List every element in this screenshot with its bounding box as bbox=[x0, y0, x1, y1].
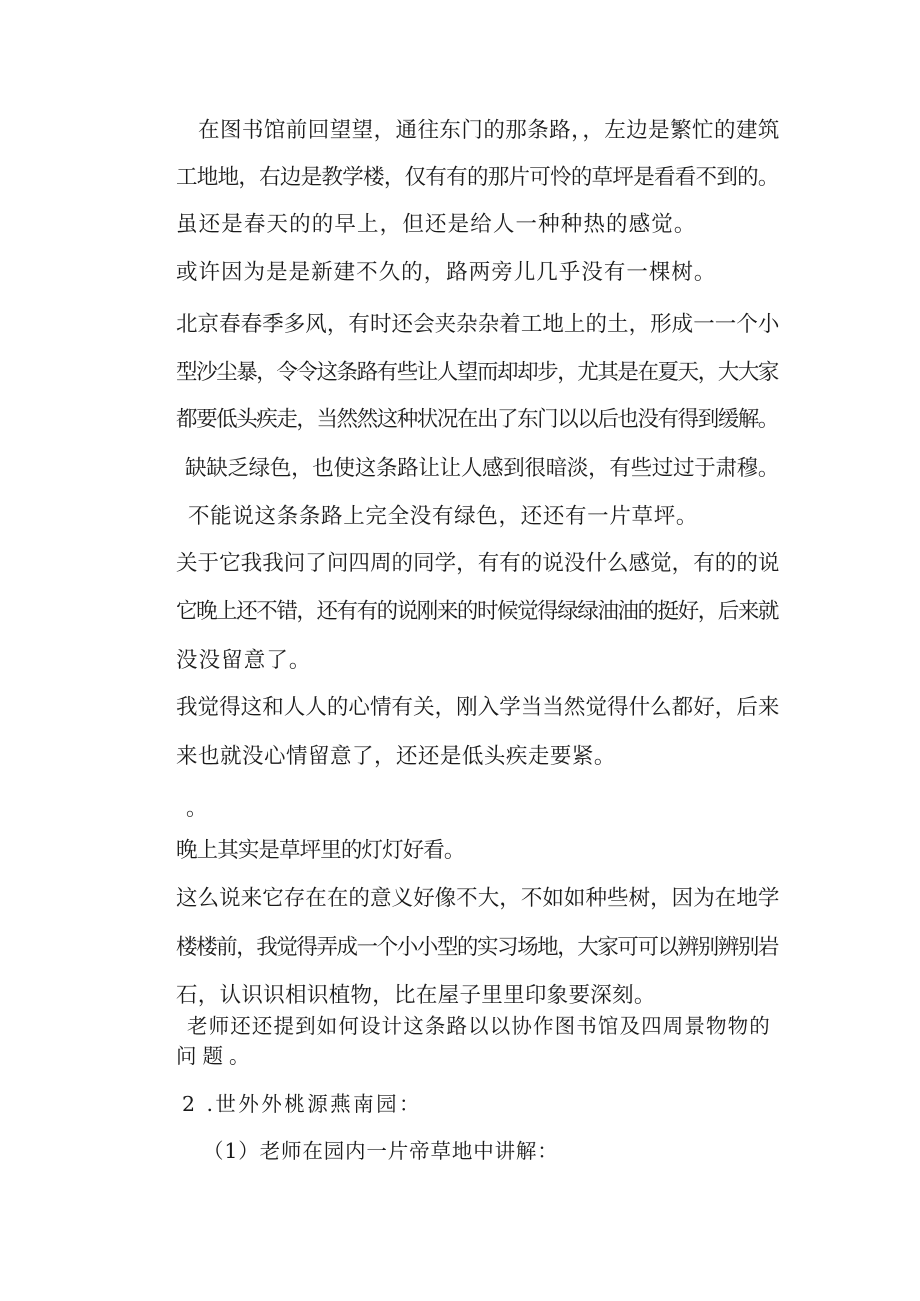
paragraph-line-15: 。 bbox=[186, 796, 209, 821]
paragraph-line-4: 或许因为是是新建不久的，路两旁儿几乎没有一棵树。 bbox=[176, 260, 717, 285]
paragraph-line-3: 虽还是春天的的早上，但还是给人一种种热的感觉。 bbox=[176, 212, 697, 237]
paragraph-line-6: 型沙尘暴，令令这条路有些让人望而却却步，尤其是在夏天，大大家 bbox=[176, 360, 778, 385]
paragraph-line-11: 它晚上还不错，还有有的说刚来的时候觉得绿绿油油的挺好，后来就 bbox=[176, 599, 778, 624]
paragraph-line-10: 关于它我我问了问四周的同学，有有的说没什么感觉，有的的说 bbox=[176, 551, 780, 576]
paragraph-line-2: 工地地，右边是教学楼，仅有有的那片可怜的草坪是看看不到的。 bbox=[176, 165, 779, 190]
paragraph-line-5: 北京春春季多风，有时还会夹杂杂着工地上的土，形成一一个小 bbox=[176, 312, 780, 337]
paragraph-line-16: 晚上其实是草坪里的灯灯好看。 bbox=[176, 838, 465, 863]
paragraph-line-8: 缺缺乏绿色，也使这条路让让人感到很暗淡，有些过过于肃穆。 bbox=[185, 456, 780, 481]
paragraph-line-12: 没没留意了。 bbox=[176, 648, 312, 673]
paragraph-line-13: 我觉得这和人人的心情有关，刚入学当当然觉得什么都好，后来 bbox=[176, 695, 780, 720]
paragraph-line-7: 都要低头疾走，当然然这种状况在出了东门以以后也没有得到缓解。 bbox=[176, 407, 778, 432]
paragraph-line-14: 来也就没心情留意了，还还是低头疾走要紧。 bbox=[176, 744, 616, 769]
paragraph-line-9: 不能说这条条路上完全没有绿色，还还有一片草坪。 bbox=[188, 504, 699, 529]
section-heading-2: 2 .世外外桃源燕南园： bbox=[182, 1092, 422, 1116]
paragraph-line-18: 楼楼前，我觉得弄成一个小小型的实习场地，大家可可以辨别辨别岩 bbox=[176, 935, 778, 960]
paragraph-line-17: 这么说来它存在在的意义好像不大，不如如种些树，因为在地学 bbox=[176, 886, 780, 911]
paragraph-line-19: 石，认识识相识植物，比在屋子里里印象要深刻。 bbox=[176, 983, 656, 1008]
paragraph-line-21: 问题。 bbox=[176, 1044, 256, 1068]
paragraph-line-20: 老师还还提到如何设计这条路以以协作图书馆及四周景物物的 bbox=[187, 1014, 771, 1038]
paragraph-line-1: 在图书馆前回望望，通往东门的那条路，，左边是繁忙的建筑 bbox=[198, 118, 780, 143]
subsection-heading-1: （1）老师在园内一片帝草地中讲解： bbox=[203, 1139, 559, 1163]
